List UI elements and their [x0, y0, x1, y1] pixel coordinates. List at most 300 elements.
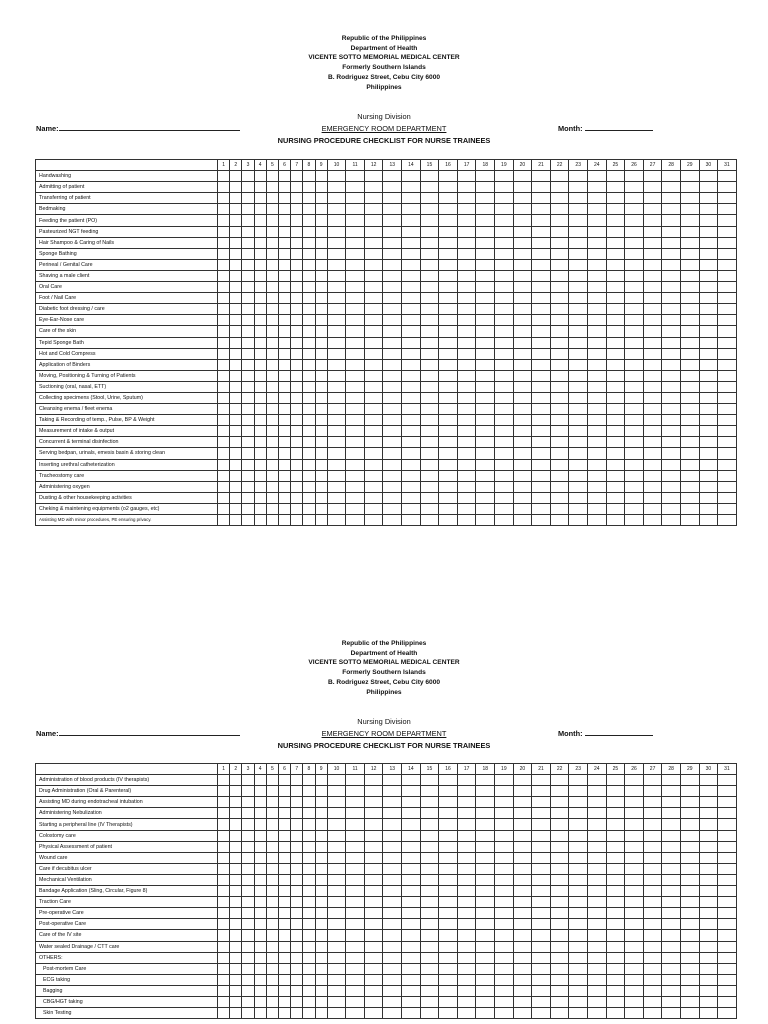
- checkbox-cell[interactable]: [550, 282, 569, 293]
- checkbox-cell[interactable]: [303, 863, 315, 874]
- checkbox-cell[interactable]: [242, 293, 254, 304]
- checkbox-cell[interactable]: [643, 259, 662, 270]
- checkbox-cell[interactable]: [718, 304, 737, 315]
- checkbox-cell[interactable]: [588, 282, 607, 293]
- checkbox-cell[interactable]: [569, 841, 588, 852]
- checkbox-cell[interactable]: [402, 808, 421, 819]
- checkbox-cell[interactable]: [315, 897, 327, 908]
- checkbox-cell[interactable]: [315, 259, 327, 270]
- checkbox-cell[interactable]: [513, 237, 532, 248]
- checkbox-cell[interactable]: [315, 481, 327, 492]
- checkbox-cell[interactable]: [254, 359, 266, 370]
- checkbox-cell[interactable]: [569, 1008, 588, 1019]
- checkbox-cell[interactable]: [254, 830, 266, 841]
- checkbox-cell[interactable]: [588, 863, 607, 874]
- checkbox-cell[interactable]: [439, 974, 458, 985]
- checkbox-cell[interactable]: [364, 1008, 383, 1019]
- checkbox-cell[interactable]: [606, 282, 625, 293]
- checkbox-cell[interactable]: [327, 852, 346, 863]
- checkbox-cell[interactable]: [439, 808, 458, 819]
- checkbox-cell[interactable]: [315, 337, 327, 348]
- checkbox-cell[interactable]: [550, 996, 569, 1007]
- checkbox-cell[interactable]: [532, 270, 551, 281]
- checkbox-cell[interactable]: [266, 797, 278, 808]
- checkbox-cell[interactable]: [588, 248, 607, 259]
- checkbox-cell[interactable]: [569, 171, 588, 182]
- checkbox-cell[interactable]: [699, 863, 718, 874]
- checkbox-cell[interactable]: [476, 841, 495, 852]
- checkbox-cell[interactable]: [495, 248, 514, 259]
- checkbox-cell[interactable]: [327, 326, 346, 337]
- checkbox-cell[interactable]: [266, 908, 278, 919]
- checkbox-cell[interactable]: [266, 886, 278, 897]
- checkbox-cell[interactable]: [218, 459, 230, 470]
- checkbox-cell[interactable]: [242, 819, 254, 830]
- checkbox-cell[interactable]: [254, 182, 266, 193]
- checkbox-cell[interactable]: [346, 963, 365, 974]
- checkbox-cell[interactable]: [230, 863, 242, 874]
- checkbox-cell[interactable]: [303, 985, 315, 996]
- checkbox-cell[interactable]: [242, 248, 254, 259]
- checkbox-cell[interactable]: [625, 259, 644, 270]
- checkbox-cell[interactable]: [327, 215, 346, 226]
- checkbox-cell[interactable]: [278, 515, 290, 526]
- checkbox-cell[interactable]: [513, 908, 532, 919]
- checkbox-cell[interactable]: [588, 786, 607, 797]
- checkbox-cell[interactable]: [266, 171, 278, 182]
- checkbox-cell[interactable]: [278, 974, 290, 985]
- checkbox-cell[interactable]: [278, 237, 290, 248]
- checkbox-cell[interactable]: [327, 952, 346, 963]
- checkbox-cell[interactable]: [718, 370, 737, 381]
- checkbox-cell[interactable]: [606, 193, 625, 204]
- checkbox-cell[interactable]: [218, 819, 230, 830]
- checkbox-cell[interactable]: [346, 492, 365, 503]
- checkbox-cell[interactable]: [266, 415, 278, 426]
- checkbox-cell[interactable]: [457, 886, 476, 897]
- checkbox-cell[interactable]: [420, 348, 439, 359]
- checkbox-cell[interactable]: [680, 415, 699, 426]
- checkbox-cell[interactable]: [291, 304, 303, 315]
- checkbox-cell[interactable]: [532, 963, 551, 974]
- checkbox-cell[interactable]: [569, 952, 588, 963]
- checkbox-cell[interactable]: [718, 481, 737, 492]
- checkbox-cell[interactable]: [218, 226, 230, 237]
- checkbox-cell[interactable]: [420, 919, 439, 930]
- checkbox-cell[interactable]: [606, 985, 625, 996]
- checkbox-cell[interactable]: [266, 381, 278, 392]
- checkbox-cell[interactable]: [383, 337, 402, 348]
- checkbox-cell[interactable]: [364, 974, 383, 985]
- checkbox-cell[interactable]: [439, 503, 458, 514]
- checkbox-cell[interactable]: [625, 459, 644, 470]
- checkbox-cell[interactable]: [346, 481, 365, 492]
- checkbox-cell[interactable]: [266, 204, 278, 215]
- checkbox-cell[interactable]: [420, 470, 439, 481]
- checkbox-cell[interactable]: [242, 503, 254, 514]
- checkbox-cell[interactable]: [254, 437, 266, 448]
- checkbox-cell[interactable]: [346, 415, 365, 426]
- checkbox-cell[interactable]: [303, 952, 315, 963]
- checkbox-cell[interactable]: [420, 359, 439, 370]
- checkbox-cell[interactable]: [680, 259, 699, 270]
- checkbox-cell[interactable]: [532, 797, 551, 808]
- checkbox-cell[interactable]: [513, 515, 532, 526]
- checkbox-cell[interactable]: [303, 282, 315, 293]
- checkbox-cell[interactable]: [364, 293, 383, 304]
- checkbox-cell[interactable]: [606, 919, 625, 930]
- checkbox-cell[interactable]: [495, 193, 514, 204]
- checkbox-cell[interactable]: [364, 315, 383, 326]
- checkbox-cell[interactable]: [532, 897, 551, 908]
- checkbox-cell[interactable]: [266, 503, 278, 514]
- checkbox-cell[interactable]: [383, 415, 402, 426]
- checkbox-cell[interactable]: [278, 248, 290, 259]
- checkbox-cell[interactable]: [495, 470, 514, 481]
- checkbox-cell[interactable]: [230, 952, 242, 963]
- checkbox-cell[interactable]: [569, 182, 588, 193]
- checkbox-cell[interactable]: [550, 481, 569, 492]
- checkbox-cell[interactable]: [383, 481, 402, 492]
- checkbox-cell[interactable]: [699, 304, 718, 315]
- checkbox-cell[interactable]: [383, 930, 402, 941]
- checkbox-cell[interactable]: [420, 237, 439, 248]
- checkbox-cell[interactable]: [643, 952, 662, 963]
- checkbox-cell[interactable]: [476, 293, 495, 304]
- checkbox-cell[interactable]: [606, 908, 625, 919]
- checkbox-cell[interactable]: [266, 963, 278, 974]
- checkbox-cell[interactable]: [532, 841, 551, 852]
- checkbox-cell[interactable]: [476, 282, 495, 293]
- checkbox-cell[interactable]: [588, 226, 607, 237]
- checkbox-cell[interactable]: [699, 492, 718, 503]
- checkbox-cell[interactable]: [662, 996, 681, 1007]
- checkbox-cell[interactable]: [550, 897, 569, 908]
- checkbox-cell[interactable]: [254, 326, 266, 337]
- checkbox-cell[interactable]: [662, 237, 681, 248]
- checkbox-cell[interactable]: [303, 908, 315, 919]
- checkbox-cell[interactable]: [439, 304, 458, 315]
- checkbox-cell[interactable]: [662, 259, 681, 270]
- checkbox-cell[interactable]: [662, 459, 681, 470]
- checkbox-cell[interactable]: [346, 515, 365, 526]
- checkbox-cell[interactable]: [588, 392, 607, 403]
- checkbox-cell[interactable]: [457, 996, 476, 1007]
- checkbox-cell[interactable]: [315, 1008, 327, 1019]
- checkbox-cell[interactable]: [315, 404, 327, 415]
- checkbox-cell[interactable]: [625, 985, 644, 996]
- checkbox-cell[interactable]: [513, 226, 532, 237]
- checkbox-cell[interactable]: [291, 337, 303, 348]
- checkbox-cell[interactable]: [254, 985, 266, 996]
- checkbox-cell[interactable]: [588, 337, 607, 348]
- checkbox-cell[interactable]: [625, 315, 644, 326]
- checkbox-cell[interactable]: [662, 919, 681, 930]
- checkbox-cell[interactable]: [680, 919, 699, 930]
- checkbox-cell[interactable]: [457, 775, 476, 786]
- checkbox-cell[interactable]: [266, 919, 278, 930]
- checkbox-cell[interactable]: [457, 348, 476, 359]
- checkbox-cell[interactable]: [718, 415, 737, 426]
- checkbox-cell[interactable]: [291, 270, 303, 281]
- checkbox-cell[interactable]: [532, 415, 551, 426]
- month-blank-line[interactable]: [585, 735, 653, 736]
- checkbox-cell[interactable]: [230, 204, 242, 215]
- checkbox-cell[interactable]: [643, 974, 662, 985]
- checkbox-cell[interactable]: [346, 974, 365, 985]
- checkbox-cell[interactable]: [588, 886, 607, 897]
- checkbox-cell[interactable]: [346, 996, 365, 1007]
- checkbox-cell[interactable]: [230, 797, 242, 808]
- checkbox-cell[interactable]: [278, 1008, 290, 1019]
- checkbox-cell[interactable]: [439, 830, 458, 841]
- checkbox-cell[interactable]: [364, 392, 383, 403]
- checkbox-cell[interactable]: [532, 852, 551, 863]
- checkbox-cell[interactable]: [278, 359, 290, 370]
- checkbox-cell[interactable]: [513, 182, 532, 193]
- checkbox-cell[interactable]: [230, 270, 242, 281]
- checkbox-cell[interactable]: [364, 996, 383, 1007]
- checkbox-cell[interactable]: [315, 270, 327, 281]
- checkbox-cell[interactable]: [346, 282, 365, 293]
- checkbox-cell[interactable]: [606, 171, 625, 182]
- checkbox-cell[interactable]: [550, 874, 569, 885]
- checkbox-cell[interactable]: [718, 182, 737, 193]
- checkbox-cell[interactable]: [242, 985, 254, 996]
- checkbox-cell[interactable]: [718, 886, 737, 897]
- checkbox-cell[interactable]: [364, 897, 383, 908]
- checkbox-cell[interactable]: [457, 404, 476, 415]
- checkbox-cell[interactable]: [291, 259, 303, 270]
- checkbox-cell[interactable]: [402, 503, 421, 514]
- checkbox-cell[interactable]: [218, 830, 230, 841]
- checkbox-cell[interactable]: [327, 985, 346, 996]
- checkbox-cell[interactable]: [439, 470, 458, 481]
- checkbox-cell[interactable]: [588, 492, 607, 503]
- checkbox-cell[interactable]: [291, 808, 303, 819]
- checkbox-cell[interactable]: [402, 841, 421, 852]
- checkbox-cell[interactable]: [457, 952, 476, 963]
- checkbox-cell[interactable]: [550, 492, 569, 503]
- checkbox-cell[interactable]: [383, 808, 402, 819]
- checkbox-cell[interactable]: [346, 897, 365, 908]
- checkbox-cell[interactable]: [254, 974, 266, 985]
- checkbox-cell[interactable]: [439, 282, 458, 293]
- checkbox-cell[interactable]: [303, 237, 315, 248]
- checkbox-cell[interactable]: [242, 1008, 254, 1019]
- checkbox-cell[interactable]: [569, 259, 588, 270]
- checkbox-cell[interactable]: [303, 304, 315, 315]
- checkbox-cell[interactable]: [699, 930, 718, 941]
- checkbox-cell[interactable]: [402, 470, 421, 481]
- checkbox-cell[interactable]: [242, 337, 254, 348]
- checkbox-cell[interactable]: [402, 304, 421, 315]
- checkbox-cell[interactable]: [625, 886, 644, 897]
- checkbox-cell[interactable]: [457, 370, 476, 381]
- checkbox-cell[interactable]: [266, 974, 278, 985]
- checkbox-cell[interactable]: [346, 337, 365, 348]
- checkbox-cell[interactable]: [291, 897, 303, 908]
- checkbox-cell[interactable]: [254, 874, 266, 885]
- checkbox-cell[interactable]: [303, 775, 315, 786]
- checkbox-cell[interactable]: [402, 863, 421, 874]
- checkbox-cell[interactable]: [718, 337, 737, 348]
- checkbox-cell[interactable]: [718, 985, 737, 996]
- checkbox-cell[interactable]: [383, 897, 402, 908]
- checkbox-cell[interactable]: [643, 415, 662, 426]
- checkbox-cell[interactable]: [420, 952, 439, 963]
- checkbox-cell[interactable]: [495, 381, 514, 392]
- checkbox-cell[interactable]: [254, 841, 266, 852]
- checkbox-cell[interactable]: [513, 459, 532, 470]
- checkbox-cell[interactable]: [278, 963, 290, 974]
- checkbox-cell[interactable]: [457, 974, 476, 985]
- checkbox-cell[interactable]: [625, 404, 644, 415]
- checkbox-cell[interactable]: [476, 492, 495, 503]
- checkbox-cell[interactable]: [439, 797, 458, 808]
- checkbox-cell[interactable]: [420, 392, 439, 403]
- checkbox-cell[interactable]: [420, 808, 439, 819]
- checkbox-cell[interactable]: [420, 337, 439, 348]
- checkbox-cell[interactable]: [291, 226, 303, 237]
- checkbox-cell[interactable]: [242, 863, 254, 874]
- checkbox-cell[interactable]: [680, 952, 699, 963]
- checkbox-cell[interactable]: [476, 952, 495, 963]
- checkbox-cell[interactable]: [513, 492, 532, 503]
- checkbox-cell[interactable]: [718, 919, 737, 930]
- checkbox-cell[interactable]: [680, 404, 699, 415]
- checkbox-cell[interactable]: [230, 841, 242, 852]
- checkbox-cell[interactable]: [718, 941, 737, 952]
- checkbox-cell[interactable]: [699, 171, 718, 182]
- checkbox-cell[interactable]: [439, 863, 458, 874]
- checkbox-cell[interactable]: [291, 852, 303, 863]
- checkbox-cell[interactable]: [625, 952, 644, 963]
- checkbox-cell[interactable]: [457, 415, 476, 426]
- checkbox-cell[interactable]: [402, 248, 421, 259]
- checkbox-cell[interactable]: [383, 996, 402, 1007]
- checkbox-cell[interactable]: [699, 437, 718, 448]
- checkbox-cell[interactable]: [291, 215, 303, 226]
- checkbox-cell[interactable]: [495, 886, 514, 897]
- checkbox-cell[interactable]: [569, 426, 588, 437]
- checkbox-cell[interactable]: [230, 315, 242, 326]
- checkbox-cell[interactable]: [254, 886, 266, 897]
- checkbox-cell[interactable]: [327, 381, 346, 392]
- checkbox-cell[interactable]: [606, 315, 625, 326]
- checkbox-cell[interactable]: [266, 481, 278, 492]
- checkbox-cell[interactable]: [495, 952, 514, 963]
- checkbox-cell[interactable]: [315, 930, 327, 941]
- checkbox-cell[interactable]: [476, 171, 495, 182]
- checkbox-cell[interactable]: [315, 974, 327, 985]
- checkbox-cell[interactable]: [532, 974, 551, 985]
- checkbox-cell[interactable]: [513, 204, 532, 215]
- checkbox-cell[interactable]: [383, 237, 402, 248]
- checkbox-cell[interactable]: [278, 492, 290, 503]
- checkbox-cell[interactable]: [569, 304, 588, 315]
- checkbox-cell[interactable]: [420, 841, 439, 852]
- checkbox-cell[interactable]: [364, 819, 383, 830]
- checkbox-cell[interactable]: [383, 448, 402, 459]
- checkbox-cell[interactable]: [588, 426, 607, 437]
- checkbox-cell[interactable]: [383, 315, 402, 326]
- checkbox-cell[interactable]: [457, 797, 476, 808]
- checkbox-cell[interactable]: [625, 863, 644, 874]
- checkbox-cell[interactable]: [699, 897, 718, 908]
- checkbox-cell[interactable]: [643, 996, 662, 1007]
- checkbox-cell[interactable]: [588, 830, 607, 841]
- checkbox-cell[interactable]: [662, 426, 681, 437]
- checkbox-cell[interactable]: [439, 459, 458, 470]
- checkbox-cell[interactable]: [266, 852, 278, 863]
- checkbox-cell[interactable]: [476, 515, 495, 526]
- checkbox-cell[interactable]: [569, 874, 588, 885]
- checkbox-cell[interactable]: [278, 481, 290, 492]
- checkbox-cell[interactable]: [346, 841, 365, 852]
- checkbox-cell[interactable]: [550, 930, 569, 941]
- checkbox-cell[interactable]: [643, 193, 662, 204]
- checkbox-cell[interactable]: [569, 392, 588, 403]
- checkbox-cell[interactable]: [346, 775, 365, 786]
- checkbox-cell[interactable]: [254, 908, 266, 919]
- checkbox-cell[interactable]: [315, 459, 327, 470]
- checkbox-cell[interactable]: [364, 204, 383, 215]
- checkbox-cell[interactable]: [346, 941, 365, 952]
- checkbox-cell[interactable]: [402, 874, 421, 885]
- checkbox-cell[interactable]: [254, 1008, 266, 1019]
- checkbox-cell[interactable]: [420, 996, 439, 1007]
- checkbox-cell[interactable]: [532, 830, 551, 841]
- checkbox-cell[interactable]: [699, 808, 718, 819]
- checkbox-cell[interactable]: [699, 182, 718, 193]
- checkbox-cell[interactable]: [278, 941, 290, 952]
- checkbox-cell[interactable]: [718, 874, 737, 885]
- checkbox-cell[interactable]: [242, 415, 254, 426]
- checkbox-cell[interactable]: [699, 852, 718, 863]
- checkbox-cell[interactable]: [680, 426, 699, 437]
- checkbox-cell[interactable]: [327, 481, 346, 492]
- checkbox-cell[interactable]: [402, 786, 421, 797]
- checkbox-cell[interactable]: [495, 348, 514, 359]
- checkbox-cell[interactable]: [364, 775, 383, 786]
- checkbox-cell[interactable]: [266, 819, 278, 830]
- checkbox-cell[interactable]: [439, 171, 458, 182]
- checkbox-cell[interactable]: [550, 886, 569, 897]
- checkbox-cell[interactable]: [550, 293, 569, 304]
- checkbox-cell[interactable]: [218, 996, 230, 1007]
- checkbox-cell[interactable]: [606, 481, 625, 492]
- checkbox-cell[interactable]: [315, 437, 327, 448]
- checkbox-cell[interactable]: [643, 775, 662, 786]
- checkbox-cell[interactable]: [550, 515, 569, 526]
- checkbox-cell[interactable]: [242, 459, 254, 470]
- checkbox-cell[interactable]: [402, 775, 421, 786]
- checkbox-cell[interactable]: [532, 193, 551, 204]
- checkbox-cell[interactable]: [266, 952, 278, 963]
- checkbox-cell[interactable]: [588, 448, 607, 459]
- checkbox-cell[interactable]: [625, 226, 644, 237]
- checkbox-cell[interactable]: [550, 448, 569, 459]
- checkbox-cell[interactable]: [680, 819, 699, 830]
- checkbox-cell[interactable]: [495, 897, 514, 908]
- checkbox-cell[interactable]: [266, 248, 278, 259]
- checkbox-cell[interactable]: [569, 293, 588, 304]
- checkbox-cell[interactable]: [718, 797, 737, 808]
- checkbox-cell[interactable]: [420, 930, 439, 941]
- checkbox-cell[interactable]: [364, 193, 383, 204]
- checkbox-cell[interactable]: [230, 786, 242, 797]
